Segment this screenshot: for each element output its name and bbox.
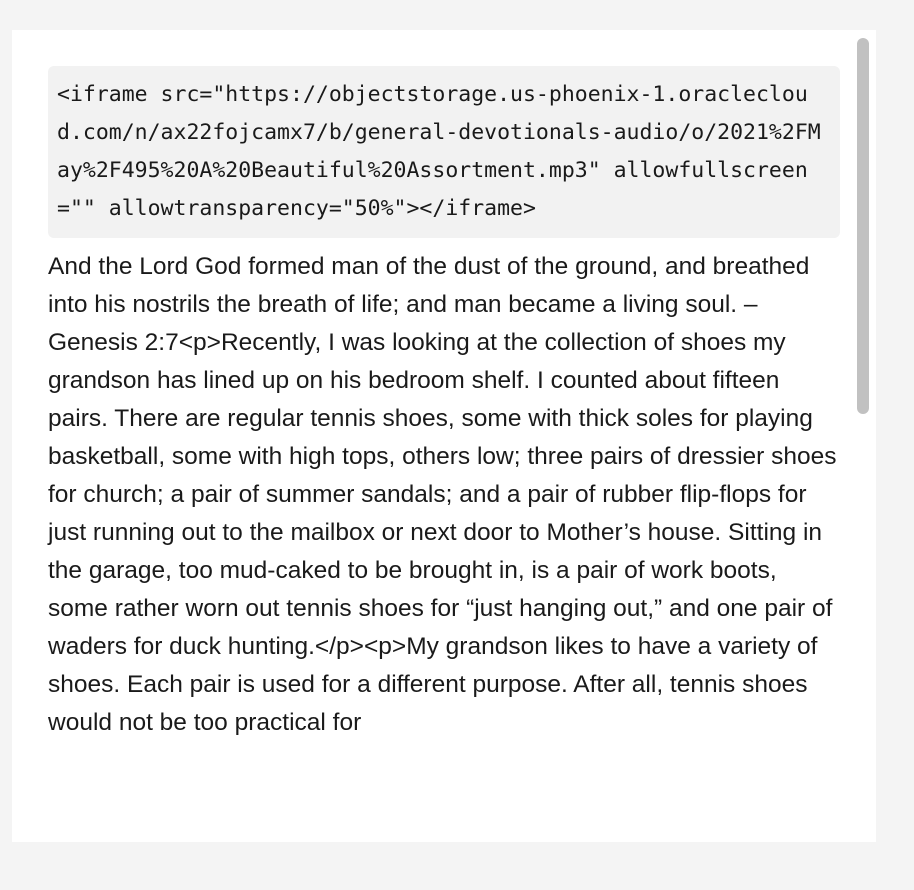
- document-content: [48, 66, 840, 742]
- devotional-body-text: And the Lord God formed man of the dust of the ground, and breathed into his nostrils the breath of life; and man became a living soul. – Genesis 2:7<p>Recently, I was looking at the collection of shoes my grandson has lined up on his bedroom shelf. I counted about fifteen pairs. There are regular tennis shoes, some with thick soles for playing basketball, some with high tops, others low; three pairs of dressier shoes for church; a pair of summer sandals; and a pair of rubber flip-flops for just running out to the mailbox or next door to Mother’s house. Sitting in the garage, too mud-caked to be brought in, is a pair of work boots, some rather worn out tennis shoes for “just hanging out,” and one pair of waders for duck hunting.</p><p>My grandson likes to have a variety of shoes. Each pair is used for a different purpose. After all, tennis shoes would not be too practical for: [48, 253, 837, 736]
- document-viewer: [12, 30, 876, 842]
- embed-code-block: <iframe src="https://objectstorage.us-phoenix-1.oraclecloud.com/n/ax22fojcamx7/b/general-devotionals-audio/o/2021%2FMay%2F495%20A%20Beautiful%20Assortment.mp3" allowfullscreen="" allowtransparency="50%"></iframe>: [48, 66, 840, 238]
- scrollbar-thumb[interactable]: [857, 38, 869, 414]
- vertical-scrollbar[interactable]: [857, 38, 869, 834]
